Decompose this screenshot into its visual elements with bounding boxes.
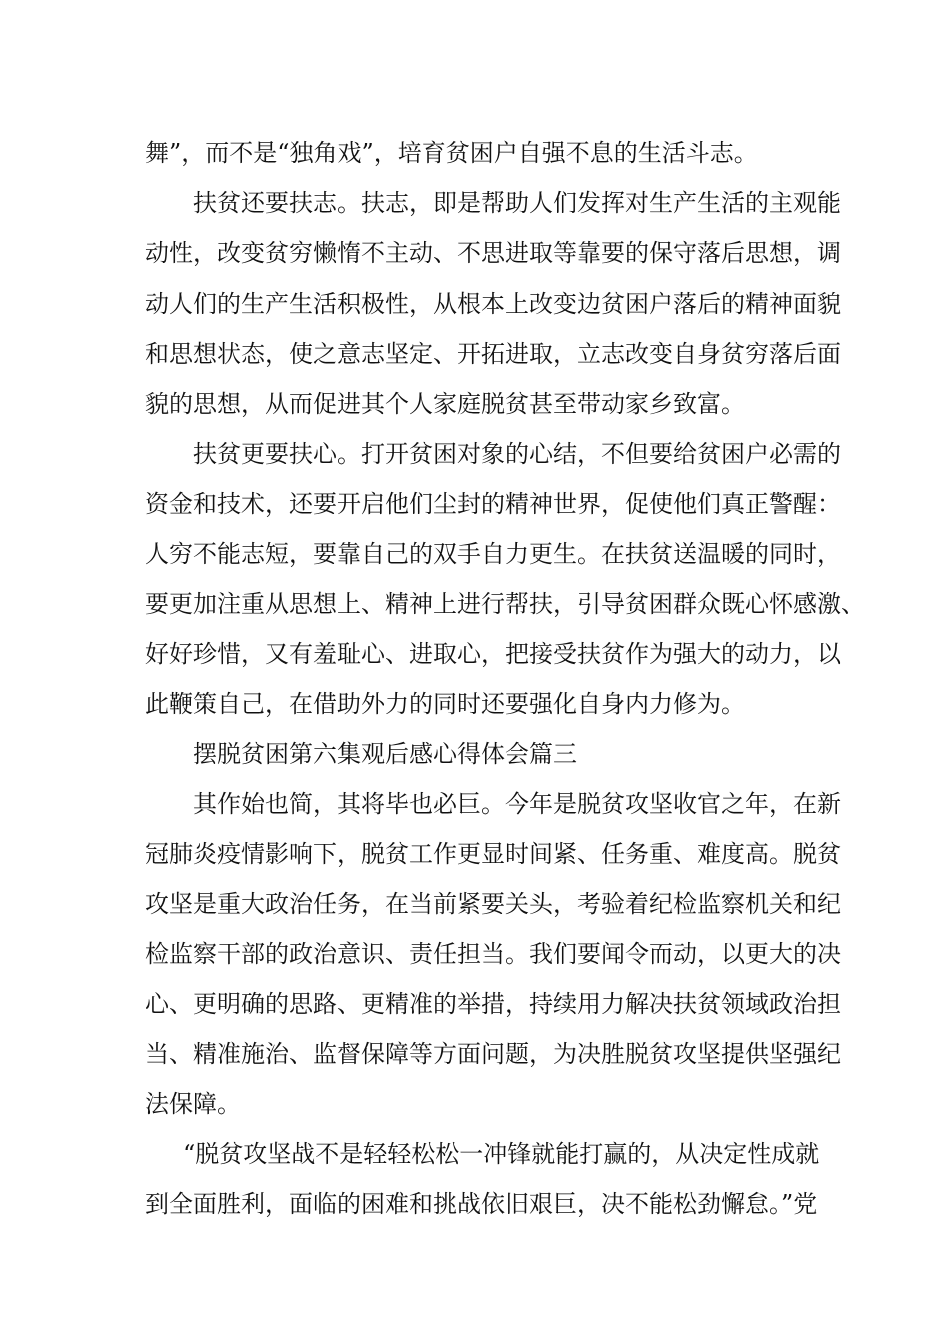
text-line: 貌的思想，从而促进其个人家庭脱贫甚至带动家乡致富。 (145, 390, 745, 418)
text-line: 到全面胜利，面临的困难和挑战依旧艰巨，决不能松劲懈怠。”党 (145, 1190, 818, 1218)
text-line: 冠肺炎疫情影响下，脱贫工作更显时间紧、任务重、难度高。脱贫 (145, 840, 841, 868)
text-line: 攻坚是重大政治任务，在当前紧要关头，考验着纪检监察机关和纪 (145, 890, 841, 918)
text-line: 好好珍惜，又有羞耻心、进取心，把接受扶贫作为强大的动力，以 (145, 640, 841, 668)
text-line: 检监察干部的政治意识、责任担当。我们要闻令而动，以更大的决 (145, 940, 841, 968)
text-line: 扶贫更要扶心。打开贫困对象的心结，不但要给贫困户必需的 (193, 440, 841, 468)
text-line: 心、更明确的思路、更精准的举措，持续用力解决扶贫领域政治担 (145, 990, 841, 1018)
text-line: 资金和技术，还要开启他们尘封的精神世界，促使他们真正警醒： (145, 490, 841, 518)
text-line: 法保障。 (145, 1090, 241, 1118)
text-line: 其作始也简，其将毕也必巨。今年是脱贫攻坚收官之年，在新 (193, 790, 841, 818)
text-line: 要更加注重从思想上、精神上进行帮扶，引导贫困群众既心怀感激、 (145, 590, 865, 618)
text-line: 和思想状态，使之意志坚定、开拓进取，立志改变自身贫穷落后面 (145, 340, 841, 368)
text-line: “脱贫攻坚战不是轻轻松松一冲锋就能打赢的，从决定性成就 (183, 1140, 820, 1168)
text-line: 人穷不能志短，要靠自己的双手自力更生。在扶贫送温暖的同时， (145, 540, 841, 568)
text-line: 舞”，而不是“独角戏”，培育贫困户自强不息的生活斗志。 (145, 139, 758, 167)
text-line: 当、精准施治、监督保障等方面问题，为决胜脱贫攻坚提供坚强纪 (145, 1040, 841, 1068)
text-line: 动人们的生产生活积极性，从根本上改变边贫困户落后的精神面貌 (145, 290, 841, 318)
text-line: 扶贫还要扶志。扶志，即是帮助人们发挥对生产生活的主观能 (193, 189, 841, 217)
text-line: 此鞭策自己，在借助外力的同时还要强化自身内力修为。 (145, 690, 745, 718)
section-heading: 摆脱贫困第六集观后感心得体会篇三 (193, 740, 577, 768)
text-line: 动性，改变贫穷懒惰不主动、不思进取等靠要的保守落后思想，调 (145, 239, 841, 267)
